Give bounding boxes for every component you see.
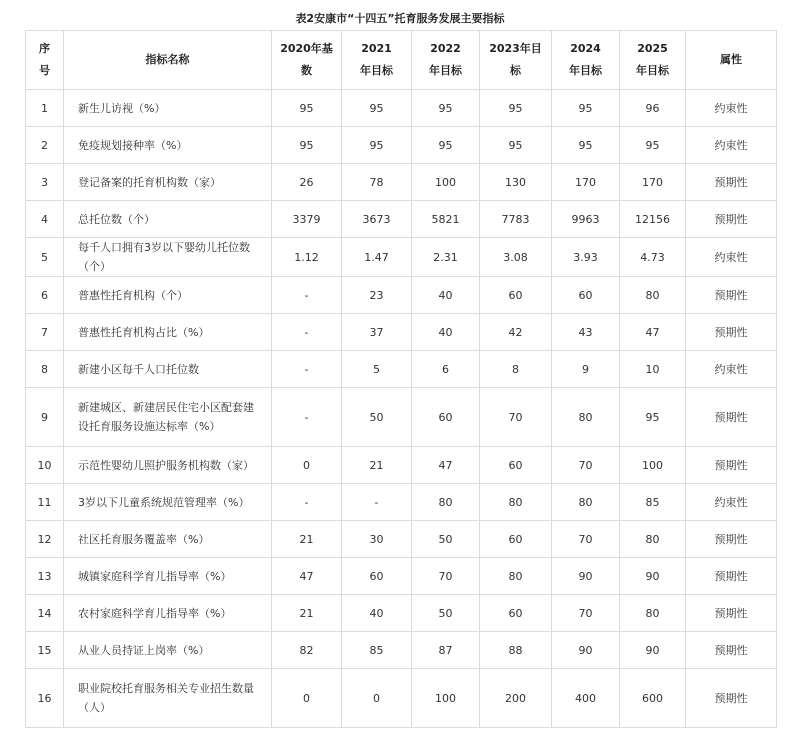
cell-2023: 60 (480, 447, 552, 484)
cell-2025: 10 (620, 351, 686, 388)
cell-attr: 约束性 (686, 484, 777, 521)
cell-2024: 3.93 (552, 238, 620, 277)
cell-seq: 15 (26, 632, 64, 669)
table-row (26, 558, 777, 595)
cell-seq: 16 (26, 669, 64, 728)
header-row (26, 31, 777, 90)
table-row (26, 238, 777, 277)
cell-seq: 3 (26, 164, 64, 201)
cell-2021: 0 (342, 669, 412, 728)
cell-2024: 95 (552, 90, 620, 127)
cell-2020: - (272, 277, 342, 314)
cell-2023: 60 (480, 277, 552, 314)
table-row (26, 277, 777, 314)
cell-2020: - (272, 484, 342, 521)
cell-2025: 80 (620, 277, 686, 314)
cell-name: 新生儿访视（%） (64, 90, 272, 127)
table-row (26, 595, 777, 632)
cell-2020: 21 (272, 595, 342, 632)
cell-2024: 95 (552, 127, 620, 164)
cell-2024: 9 (552, 351, 620, 388)
cell-2025: 4.73 (620, 238, 686, 277)
cell-2022: 50 (412, 521, 480, 558)
table-row (26, 314, 777, 351)
cell-2024: 400 (552, 669, 620, 728)
table-row (26, 521, 777, 558)
cell-attr: 预期性 (686, 388, 777, 447)
header-2024 (552, 31, 620, 90)
cell-name: 普惠性托育机构（个） (64, 277, 272, 314)
cell-seq: 10 (26, 447, 64, 484)
cell-name: 社区托育服务覆盖率（%） (64, 521, 272, 558)
cell-attr: 预期性 (686, 632, 777, 669)
cell-2021: 37 (342, 314, 412, 351)
cell-attr: 预期性 (686, 521, 777, 558)
cell-attr: 预期性 (686, 558, 777, 595)
cell-2021: - (342, 484, 412, 521)
cell-2024: 9963 (552, 201, 620, 238)
table-row (26, 669, 777, 728)
cell-attr: 预期性 (686, 164, 777, 201)
cell-name: 从业人员持证上岗率（%） (64, 632, 272, 669)
cell-seq: 4 (26, 201, 64, 238)
cell-2025: 90 (620, 632, 686, 669)
cell-2025: 100 (620, 447, 686, 484)
cell-2021: 78 (342, 164, 412, 201)
cell-2024: 80 (552, 388, 620, 447)
indicators-table (25, 30, 777, 728)
cell-2020: - (272, 314, 342, 351)
cell-2021: 95 (342, 90, 412, 127)
cell-2021: 60 (342, 558, 412, 595)
table-row (26, 90, 777, 127)
cell-2022: 2.31 (412, 238, 480, 277)
cell-2025: 95 (620, 127, 686, 164)
cell-2025: 95 (620, 388, 686, 447)
cell-2021: 95 (342, 127, 412, 164)
cell-2021: 1.47 (342, 238, 412, 277)
cell-name: 农村家庭科学育儿指导率（%） (64, 595, 272, 632)
header-2024-year: 2024 (570, 42, 601, 55)
cell-2024: 70 (552, 595, 620, 632)
cell-2022: 40 (412, 314, 480, 351)
cell-2025: 12156 (620, 201, 686, 238)
table-row (26, 164, 777, 201)
cell-name: 免疫规划接种率（%） (64, 127, 272, 164)
cell-2020: 21 (272, 521, 342, 558)
cell-2023: 8 (480, 351, 552, 388)
header-2022-year: 2022 (430, 42, 461, 55)
cell-seq: 11 (26, 484, 64, 521)
table-row (26, 484, 777, 521)
cell-2024: 70 (552, 447, 620, 484)
cell-2022: 95 (412, 90, 480, 127)
cell-name: 新建小区每千人口托位数 (64, 351, 272, 388)
table-body (26, 90, 777, 728)
cell-2023: 60 (480, 595, 552, 632)
header-2025-suffix: 年目标 (636, 64, 669, 77)
cell-2022: 47 (412, 447, 480, 484)
cell-2023: 88 (480, 632, 552, 669)
cell-2020: 82 (272, 632, 342, 669)
cell-seq: 14 (26, 595, 64, 632)
cell-attr: 约束性 (686, 127, 777, 164)
cell-2020: 95 (272, 127, 342, 164)
cell-2025: 80 (620, 521, 686, 558)
cell-2021: 3673 (342, 201, 412, 238)
header-2024-suffix: 年目标 (569, 64, 602, 77)
cell-2021: 85 (342, 632, 412, 669)
table-row (26, 388, 777, 447)
cell-seq: 7 (26, 314, 64, 351)
cell-seq: 12 (26, 521, 64, 558)
header-2025-year: 2025 (637, 42, 668, 55)
cell-2023: 70 (480, 388, 552, 447)
cell-2022: 95 (412, 127, 480, 164)
header-2020: 2020年基数 (272, 31, 342, 90)
cell-2020: - (272, 351, 342, 388)
cell-seq: 13 (26, 558, 64, 595)
cell-2025: 80 (620, 595, 686, 632)
cell-2025: 90 (620, 558, 686, 595)
cell-2021: 40 (342, 595, 412, 632)
cell-2022: 5821 (412, 201, 480, 238)
cell-2022: 70 (412, 558, 480, 595)
header-2021-suffix: 年目标 (360, 64, 393, 77)
header-2021-year: 2021 (361, 42, 392, 55)
cell-attr: 约束性 (686, 90, 777, 127)
cell-2024: 170 (552, 164, 620, 201)
cell-2021: 30 (342, 521, 412, 558)
cell-2021: 23 (342, 277, 412, 314)
cell-2025: 600 (620, 669, 686, 728)
cell-2022: 40 (412, 277, 480, 314)
cell-2020: 26 (272, 164, 342, 201)
cell-2020: 95 (272, 90, 342, 127)
cell-2023: 42 (480, 314, 552, 351)
header-2025 (620, 31, 686, 90)
cell-name: 登记备案的托育机构数（家） (64, 164, 272, 201)
cell-2022: 60 (412, 388, 480, 447)
cell-name: 新建城区、新建居民住宅小区配套建设托育服务设施达标率（%） (64, 388, 272, 447)
cell-attr: 预期性 (686, 201, 777, 238)
table-row (26, 127, 777, 164)
cell-name: 每千人口拥有3岁以下婴幼儿托位数（个） (64, 238, 272, 277)
cell-seq: 9 (26, 388, 64, 447)
cell-2025: 47 (620, 314, 686, 351)
cell-2024: 90 (552, 632, 620, 669)
cell-2020: 3379 (272, 201, 342, 238)
cell-seq: 8 (26, 351, 64, 388)
cell-attr: 预期性 (686, 595, 777, 632)
cell-seq: 2 (26, 127, 64, 164)
cell-2023: 80 (480, 484, 552, 521)
cell-attr: 约束性 (686, 351, 777, 388)
cell-2023: 95 (480, 127, 552, 164)
cell-2021: 21 (342, 447, 412, 484)
header-2022-suffix: 年目标 (429, 64, 462, 77)
cell-attr: 预期性 (686, 669, 777, 728)
cell-2023: 80 (480, 558, 552, 595)
cell-2023: 200 (480, 669, 552, 728)
cell-2023: 95 (480, 90, 552, 127)
cell-2022: 50 (412, 595, 480, 632)
cell-2024: 90 (552, 558, 620, 595)
table-row (26, 201, 777, 238)
cell-2023: 130 (480, 164, 552, 201)
cell-name: 3岁以下儿童系统规范管理率（%） (64, 484, 272, 521)
table-row (26, 632, 777, 669)
cell-2022: 100 (412, 669, 480, 728)
cell-2024: 43 (552, 314, 620, 351)
header-2021 (342, 31, 412, 90)
cell-2021: 50 (342, 388, 412, 447)
cell-2020: 1.12 (272, 238, 342, 277)
header-attr: 属性 (686, 31, 777, 90)
cell-2021: 5 (342, 351, 412, 388)
cell-name: 普惠性托育机构占比（%） (64, 314, 272, 351)
cell-attr: 预期性 (686, 277, 777, 314)
cell-2023: 60 (480, 521, 552, 558)
cell-2022: 6 (412, 351, 480, 388)
cell-2022: 100 (412, 164, 480, 201)
header-name: 指标名称 (64, 31, 272, 90)
cell-attr: 预期性 (686, 447, 777, 484)
table-row (26, 447, 777, 484)
cell-name: 职业院校托育服务相关专业招生数量（人） (64, 669, 272, 728)
cell-2020: 47 (272, 558, 342, 595)
table-title: 表2安康市“十四五”托育服务发展主要指标 (295, 12, 505, 25)
cell-name: 总托位数（个） (64, 201, 272, 238)
cell-2022: 87 (412, 632, 480, 669)
cell-name: 城镇家庭科学育儿指导率（%） (64, 558, 272, 595)
cell-2024: 80 (552, 484, 620, 521)
header-2022 (412, 31, 480, 90)
cell-2025: 96 (620, 90, 686, 127)
cell-2024: 60 (552, 277, 620, 314)
cell-2020: 0 (272, 669, 342, 728)
cell-2022: 80 (412, 484, 480, 521)
cell-attr: 约束性 (686, 238, 777, 277)
cell-2025: 85 (620, 484, 686, 521)
header-2023: 2023年目标 (480, 31, 552, 90)
cell-seq: 6 (26, 277, 64, 314)
cell-seq: 5 (26, 238, 64, 277)
cell-2023: 3.08 (480, 238, 552, 277)
cell-seq: 1 (26, 90, 64, 127)
cell-2025: 170 (620, 164, 686, 201)
cell-name: 示范性婴幼儿照护服务机构数（家） (64, 447, 272, 484)
cell-2024: 70 (552, 521, 620, 558)
header-seq: 序号 (26, 31, 64, 90)
cell-2020: - (272, 388, 342, 447)
cell-attr: 预期性 (686, 314, 777, 351)
table-row (26, 351, 777, 388)
cell-2020: 0 (272, 447, 342, 484)
cell-2023: 7783 (480, 201, 552, 238)
